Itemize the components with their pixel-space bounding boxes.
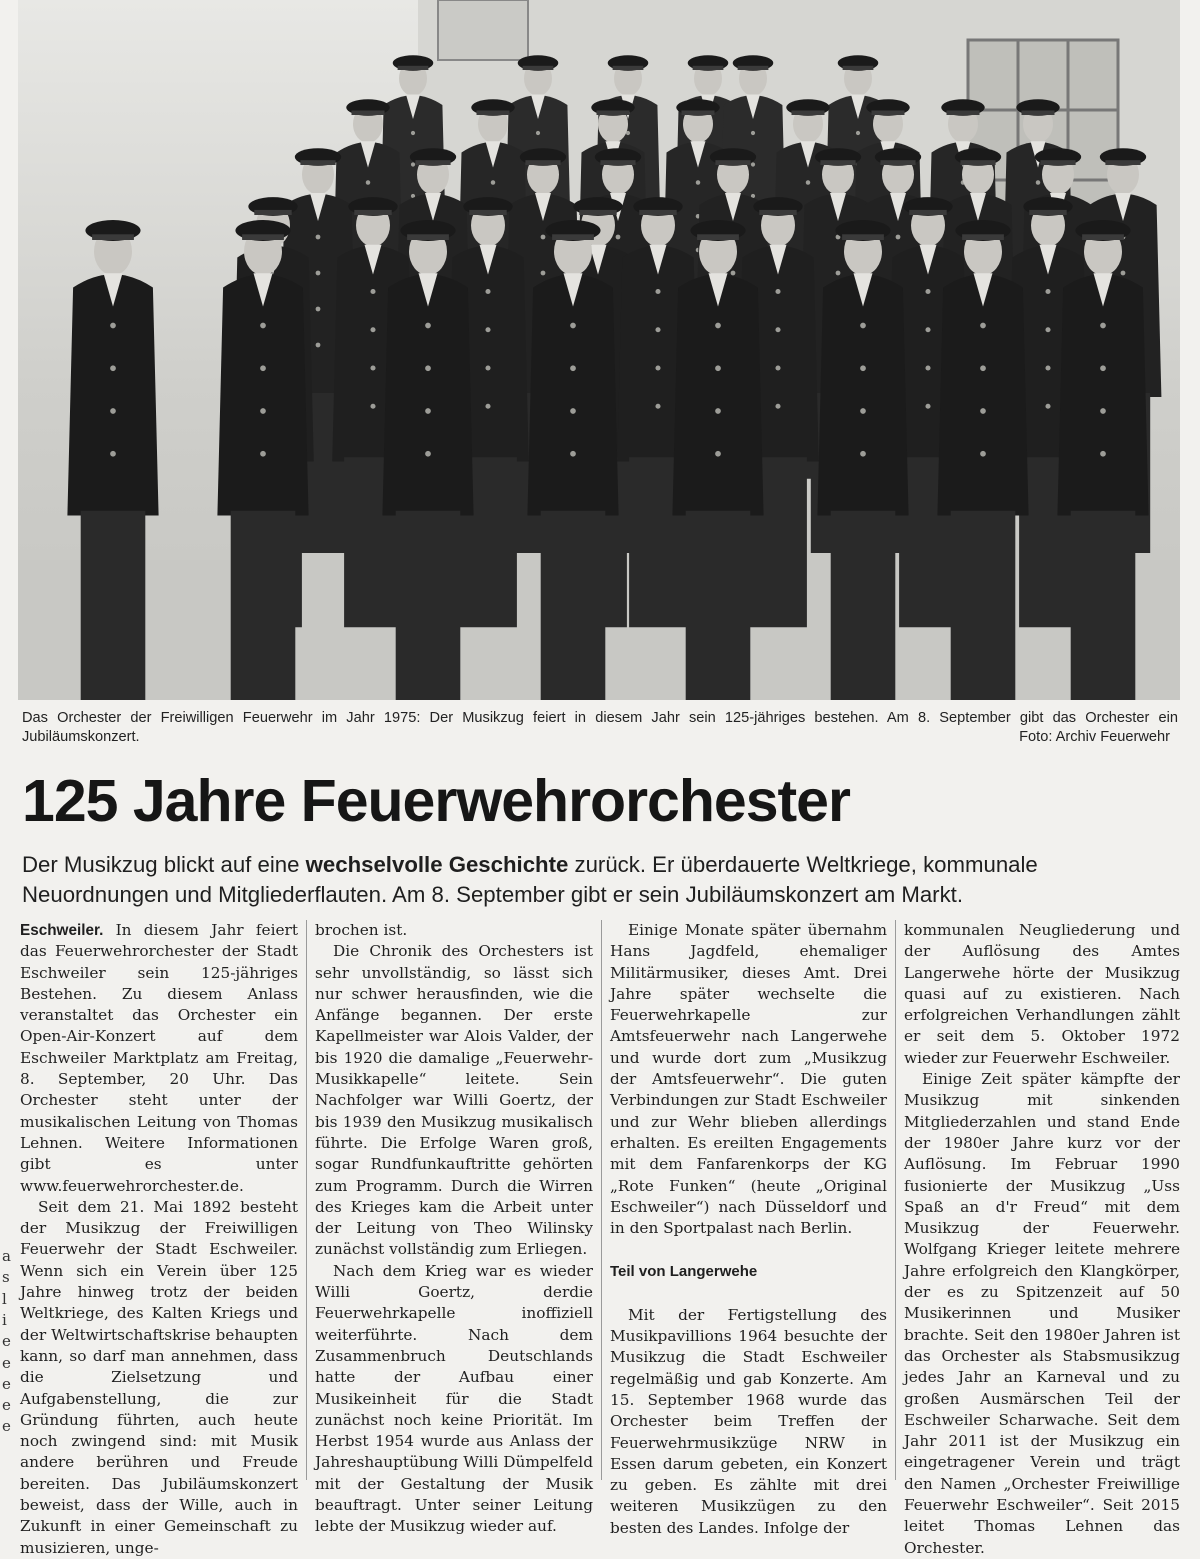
edge-fragment: i [2, 1310, 7, 1329]
paragraph: Mit der Fertigstellung des Musikpavillions 1964 besuchte der Musikzug die Stadt Eschweiler regelmäßig und gab Konzerte. Am 15. September 1968 wurde das Orchester beim Treffen der Feuerwehrmusikzüge NRW in Essen darum gebeten, ein Konzert zu geben. Es zählte mit drei weiteren Musikzügen zu den besten des Landes. Infolge der [610, 1305, 887, 1537]
caption-text: Das Orchester der Freiwilligen Feuerwehr im Jahr 1975: Der Musikzug feiert in diesem Jahr sein 125-jähriges bestehen. Am 8. September gibt das Orchester ein Jubiläumskonzert. [22, 710, 1178, 745]
edge-fragment: l [2, 1289, 7, 1308]
column-rule [895, 920, 896, 1480]
paragraph [20, 920, 298, 1197]
edge-fragment: e [2, 1332, 11, 1351]
paragraph: Nach dem Krieg war es wieder Willi Goertz, derdie Feuerwehrkapelle inoffiziell weiterführte. Nach dem Zusammenbruch Deutschlands hatte der Aufbau einer Musikeinheit für die Stadt zunächst noch keine Priorität. Im Herbst 1954 wurde aus Anlass der Jahreshauptübung Willi Dümpelfeld mit der Gestaltung der Musik beauftragt. Unter seiner Leitung lebte der Musikzug wieder auf. [315, 1261, 593, 1536]
deck-part2: zurück. Er überdauerte Weltkriege, kommunale Neuordnungen und Mitgliederflauten. Am 8. September gibt er sein Jubiläumskonzert am Markt. [22, 852, 1038, 907]
uniformed-musician [937, 220, 1028, 700]
group-photo [18, 0, 1180, 700]
column-rule [601, 920, 602, 1480]
subheading: Teil von Langerwehe [610, 1263, 758, 1281]
edge-fragment: a [2, 1247, 11, 1265]
article-column-3 [610, 920, 887, 1539]
paragraph: Die Chronik des Orchesters ist sehr unvollständig, so lässt sich nur schwer herausfinden, wie die Anfänge begannen. Der erste Kapellmeister war Alois Valder, der bis 1920 die damalige „Feuerwehr-Musikkapelle“ leitete. Sein Nachfolger war Willi Goertz, der bis 1939 den Musikzug musikalisch führte. Die Erfolge Waren groß, sogar Rundfunkauftritte gehörten zum Programm. Durch die Wirren des Krieges kam die Arbeit unter der Leitung von Theo Wilinsky zunächst vollständig zum Erliegen. [315, 942, 593, 1259]
deck-bold: wechselvolle Geschichte [305, 852, 569, 877]
dateline: Eschweiler. [20, 922, 104, 939]
column-rule [306, 920, 307, 1480]
paragraph: brochen ist. [315, 921, 408, 939]
photo-caption [22, 709, 1178, 747]
uniformed-musician [1057, 220, 1148, 700]
uniformed-musician [817, 220, 908, 700]
paragraph-text: In diesem Jahr feiert das Feuerwehrorchester der Stadt Eschweiler sein 125-jähriges Bestehen. Zu diesem Anlass veranstaltet das Orchester ein Open-Air-Konzert auf dem Eschweiler Marktplatz am Freitag, 8. September, 20 Uhr. Das Orchester steht unter der musikalischen Leitung von Thomas Lehnen. Weitere Informationen gibt es unter www.feuerwehrorchester.de. [20, 921, 298, 1195]
paragraph: kommunalen Neugliederung und der Auflösung des Amtes Langerwehe hörte der Musikzug quasi auf zu existieren. Nach erfolgreichen Verhandlungen zählt er seit dem 5. Oktober 1972 wieder zur Feuerwehr Eschweiler. [904, 921, 1180, 1067]
edge-fragment: s [2, 1268, 10, 1287]
uniformed-musician [672, 220, 763, 700]
group-photo-illustration [18, 0, 1180, 700]
uniformed-musician [382, 220, 473, 700]
article-column-1 [20, 920, 298, 1559]
edge-fragment: e [2, 1374, 11, 1393]
article-column-2 [315, 920, 593, 1538]
article-column-4 [904, 920, 1180, 1559]
paragraph: Seit dem 21. Mai 1892 besteht der Musikzug der Freiwilligen Feuerwehr der Stadt Eschweiler. Wenn sich ein Verein über 125 Jahre hinweg trotz der beiden Weltkriege, des Kalten Kriegs und der Weltwirtschaftskrise behaupten kann, so darf man annehmen, dass die Zielsetzung und Aufgabenstellung, die zur Gründung führten, auch heute noch zwingend sind: mit Musik andere berühren und Freude bereiten. Das Jubiläumskonzert beweist, dass der Wille, auch in Zukunft in einer Gemeinschaft zu musizieren, unge- [20, 1197, 298, 1557]
edge-fragment: e [2, 1396, 11, 1415]
uniformed-musician [67, 220, 158, 700]
headline: 125 Jahre Feuerwehrorchester [22, 768, 850, 834]
edge-fragment: e [2, 1353, 11, 1372]
deck-subheadline [22, 850, 1182, 910]
photo-credit: Foto: Archiv Feuerwehr [1019, 729, 1170, 745]
uniformed-musician [217, 220, 308, 700]
uniformed-musician [527, 220, 618, 700]
deck-part1: Der Musikzug blickt auf eine [22, 852, 306, 877]
paragraph: Einige Monate später übernahm Hans Jagdfeld, ehemaliger Militärmusiker, dieses Amt. Drei Jahre später wechselte die Feuerwehrkapelle zur Amtsfeuerwehr nach Langerwehe und wurde dort zum „Musikzug der Amtsfeuerwehr“. Die guten Verbindungen zur Stadt Eschweiler und zur Wehr blieben allerdings erhalten. Es ereilten Engagements mit dem Fanfarenkorps der KG „Rote Funken“ (heute „Original Eschweiler“) nach Düsseldorf und in den Sportpalast nach Berlin. [610, 921, 887, 1238]
paragraph: Einige Zeit später kämpfte der Musikzug mit sinkenden Mitgliederzahlen und stand Ende der 1980er Jahre kurz vor der Auflösung. Im Februar 1990 fusionierte der Musikzug „Uss Spaß an d'r Freud“ mit dem Musikzug der Feuerwehr. Wolfgang Krieger leitete mehrere Jahre erfolgreich den Klangkörper, der es zu Spitzenzeit auf 50 Musikerinnen und Musiker brachte. Seit den 1980er Jahren ist das Orchester als Stabsmusikzug jedes Jahr an Karneval und zu großen Ausmärschen Teil der Eschweiler Scharwache. Seit dem Jahr 2011 ist der Musikzug ein eingetragener Verein und trägt den Namen „Orchester Freiwillige Feuerwehr Eschweiler“. Seit 2015 leitet Thomas Lehnen das Orchester. [904, 1070, 1180, 1557]
edge-fragment: e [2, 1417, 11, 1436]
